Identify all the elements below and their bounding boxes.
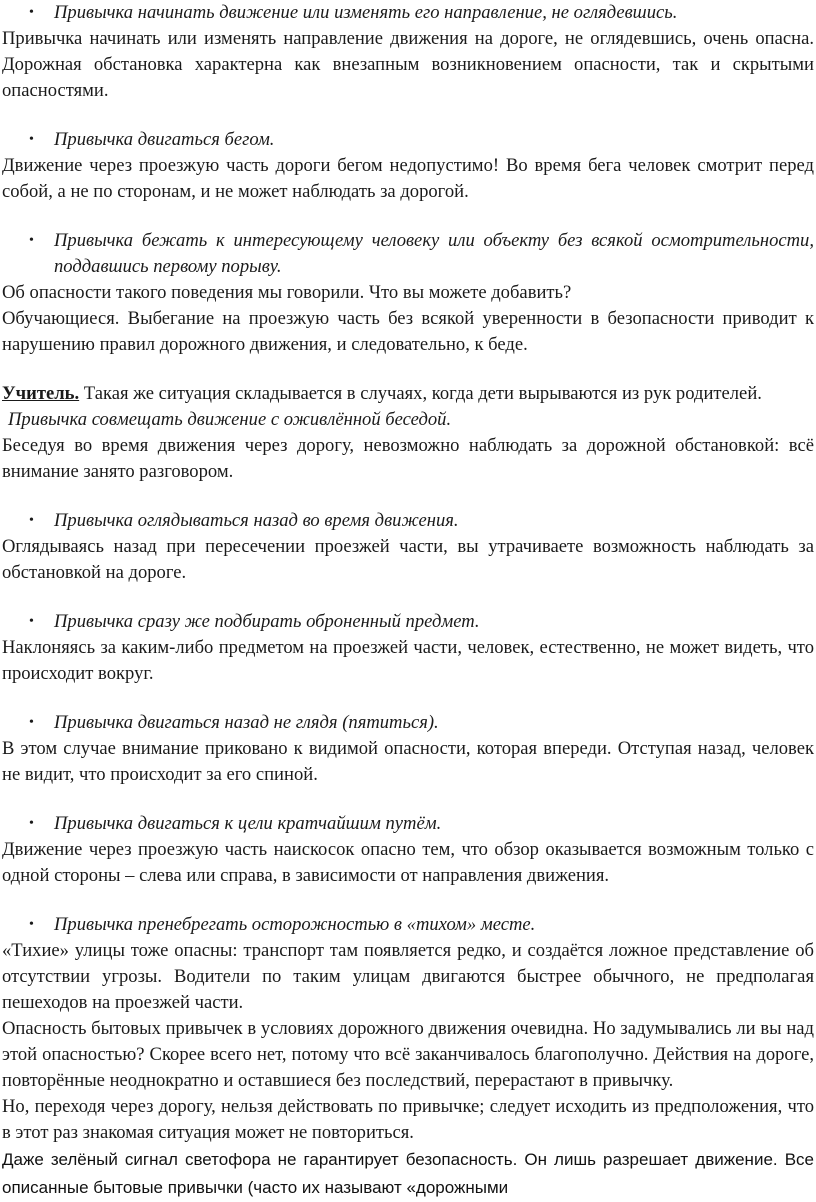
body-paragraph: Опасность бытовых привычек в условиях дорожного движения очевидна. Но задумывались ли вы над этой опасностью? Скорее всего нет, потому что всё заканчивалось благополучно. Действия на дороге, повторённые неоднократно и оставшиеся без последствий, перерастают в привычку. [2, 1018, 814, 1091]
paragraph-spacer [2, 586, 814, 609]
body-paragraph: Движение через проезжую часть дороги бегом недопустимо! Во время бега человек смотрит перед собой, а не по сторонам, и не может наблюдать за дорогой. [2, 155, 814, 202]
paragraph-spacer [2, 205, 814, 228]
bullet-heading: • Привычка оглядываться назад во время движения. [2, 508, 814, 534]
paragraph-spacer [2, 889, 814, 912]
body-paragraph: Об опасности такого поведения мы говорили. Что вы можете добавить? [2, 282, 572, 303]
body-paragraph: Но, переходя через дорогу, нельзя действовать по привычке; следует исходить из предположения, что в этот раз знакомая ситуация может не повториться. [2, 1096, 814, 1143]
body-paragraph: Наклоняясь за каким-либо предметом на проезжей части, человек, естественно, не может видеть, что происходит вокруг. [2, 637, 814, 684]
italic-heading: Привычка совмещать движение с оживлённой беседой. [8, 409, 452, 430]
body-paragraph: Привычка начинать или изменять направление движения на дороге, не оглядевшись, очень опасна. Дорожная обстановка характерна как внезапным возникновением опасности, так и скрытыми опасностями. [2, 28, 814, 101]
paragraph-spacer [2, 104, 814, 127]
bullet-heading: • Привычка пренебрегать осторожностью в «тихом» месте. [2, 912, 814, 938]
body-paragraph: В этом случае внимание приковано к видимой опасности, которая впереди. Отступая назад, человек не видит, что происходит за его спиной. [2, 738, 814, 785]
body-paragraph: Обучающиеся. Выбегание на проезжую часть без всякой уверенности в безопасности приводит к нарушению правил дорожного движения, и следовательно, к беде. [2, 308, 814, 355]
paragraph-spacer [2, 485, 814, 508]
bullet-heading: • Привычка сразу же подбирать оброненный предмет. [2, 609, 814, 635]
paragraph-spacer [2, 687, 814, 710]
teacher-label: Учитель. [2, 383, 80, 404]
teacher-paragraph [2, 381, 814, 407]
body-paragraph: Движение через проезжую часть наискосок опасно тем, что обзор оказывается возможным только с одной стороны – слева или справа, в зависимости от направления движения. [2, 839, 814, 886]
bullet-heading: • Привычка двигаться к цели кратчайшим путём. [2, 811, 814, 837]
body-paragraph: Беседуя во время движения через дорогу, невозможно наблюдать за дорожной обстановкой: всё внимание занято разговором. [2, 435, 814, 482]
body-paragraph: «Тихие» улицы тоже опасны: транспорт там появляется редко, и создаётся ложное представление об отсутствии угрозы. Водители по таким улицам двигаются быстрее обычного, не предполагая пешеходов на проезжей части. [2, 940, 814, 1013]
bullet-heading: • Привычка двигаться назад не глядя (пятиться). [2, 710, 814, 736]
paragraph-spacer [2, 788, 814, 811]
closing-paragraph: Даже зелёный сигнал светофора не гарантирует безопасность. Он лишь разрешает движение. Все описанные бытовые привычки (часто их называют «дорожными [2, 1150, 814, 1197]
bullet-heading: • Привычка начинать движение или изменять его направление, не оглядевшись. [2, 0, 814, 26]
bullet-heading: • Привычка двигаться бегом. [2, 127, 814, 153]
body-paragraph: Оглядываясь назад при пересечении проезжей части, вы утрачиваете возможность наблюдать за обстановкой на дороге. [2, 536, 814, 583]
paragraph-spacer [2, 358, 814, 381]
teacher-text: Такая же ситуация складывается в случаях, когда дети вырываются из рук родителей. [79, 383, 762, 404]
bullet-heading: • Привычка бежать к интересующему человеку или объекту без всякой осмотрительности, поддавшись первому порыву. [2, 228, 814, 280]
